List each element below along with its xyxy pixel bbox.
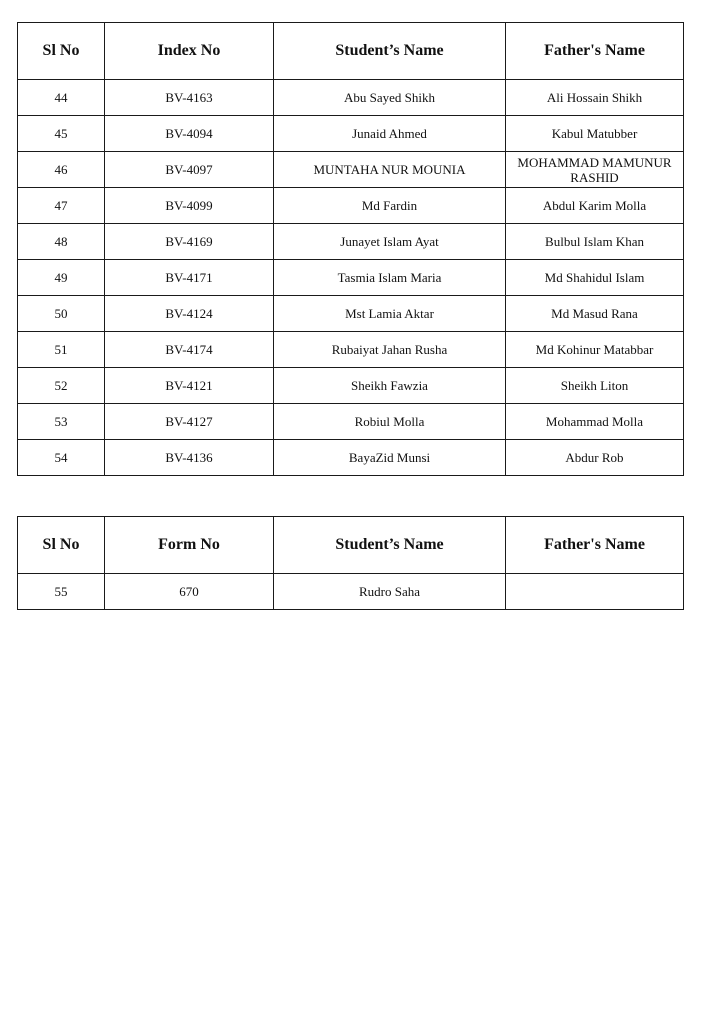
cell-father-name: Ali Hossain Shikh bbox=[506, 80, 684, 116]
table-row bbox=[18, 440, 684, 476]
table-row bbox=[18, 152, 684, 188]
cell-student-name: MUNTAHA NUR MOUNIA bbox=[274, 152, 506, 188]
cell-sl-no: 54 bbox=[18, 440, 105, 476]
cell-student-name: Rudro Saha bbox=[274, 574, 506, 610]
table-row bbox=[18, 404, 684, 440]
cell-sl-no: 47 bbox=[18, 188, 105, 224]
table-header-row bbox=[18, 517, 684, 574]
student-index-table bbox=[17, 22, 684, 476]
cell-father-name: Md Masud Rana bbox=[506, 296, 684, 332]
cell-father-name: Md Shahidul Islam bbox=[506, 260, 684, 296]
table-row bbox=[18, 260, 684, 296]
cell-student-name: Md Fardin bbox=[274, 188, 506, 224]
cell-student-name: Junaid Ahmed bbox=[274, 116, 506, 152]
table-row bbox=[18, 332, 684, 368]
header-index-no: Index No bbox=[105, 23, 274, 80]
table-row bbox=[18, 368, 684, 404]
cell-index-no: BV-4097 bbox=[105, 152, 274, 188]
cell-father-name: Abdul Karim Molla bbox=[506, 188, 684, 224]
cell-father-name: Kabul Matubber bbox=[506, 116, 684, 152]
header-sl-no: Sl No bbox=[18, 23, 105, 80]
cell-sl-no: 53 bbox=[18, 404, 105, 440]
cell-student-name: Sheikh Fawzia bbox=[274, 368, 506, 404]
cell-index-no: BV-4171 bbox=[105, 260, 274, 296]
header-student-name: Student’s Name bbox=[274, 517, 506, 574]
cell-index-no: BV-4169 bbox=[105, 224, 274, 260]
cell-father-name: Md Kohinur Matabbar bbox=[506, 332, 684, 368]
table-row bbox=[18, 296, 684, 332]
table-row bbox=[18, 574, 684, 610]
cell-student-name: Mst Lamia Aktar bbox=[274, 296, 506, 332]
cell-student-name: Junayet Islam Ayat bbox=[274, 224, 506, 260]
cell-sl-no: 46 bbox=[18, 152, 105, 188]
cell-sl-no: 51 bbox=[18, 332, 105, 368]
cell-father-name: Abdur Rob bbox=[506, 440, 684, 476]
header-father-name: Father's Name bbox=[506, 517, 684, 574]
cell-index-no: BV-4174 bbox=[105, 332, 274, 368]
cell-father-name: MOHAMMAD MAMUNUR RASHID bbox=[506, 152, 684, 188]
cell-sl-no: 49 bbox=[18, 260, 105, 296]
cell-sl-no: 52 bbox=[18, 368, 105, 404]
header-form-no: Form No bbox=[105, 517, 274, 574]
cell-father-name: Sheikh Liton bbox=[506, 368, 684, 404]
table-row bbox=[18, 80, 684, 116]
cell-student-name: Abu Sayed Shikh bbox=[274, 80, 506, 116]
cell-form-no: 670 bbox=[105, 574, 274, 610]
cell-student-name: Rubaiyat Jahan Rusha bbox=[274, 332, 506, 368]
cell-index-no: BV-4163 bbox=[105, 80, 274, 116]
header-student-name: Student’s Name bbox=[274, 23, 506, 80]
cell-index-no: BV-4099 bbox=[105, 188, 274, 224]
cell-sl-no: 44 bbox=[18, 80, 105, 116]
cell-sl-no: 50 bbox=[18, 296, 105, 332]
cell-father-name: Mohammad Molla bbox=[506, 404, 684, 440]
table-row bbox=[18, 116, 684, 152]
cell-student-name: BayaZid Munsi bbox=[274, 440, 506, 476]
cell-student-name: Robiul Molla bbox=[274, 404, 506, 440]
table-row bbox=[18, 188, 684, 224]
header-sl-no: Sl No bbox=[18, 517, 105, 574]
cell-sl-no: 45 bbox=[18, 116, 105, 152]
cell-sl-no: 48 bbox=[18, 224, 105, 260]
table-header-row bbox=[18, 23, 684, 80]
cell-sl-no: 55 bbox=[18, 574, 105, 610]
cell-index-no: BV-4124 bbox=[105, 296, 274, 332]
header-father-name: Father's Name bbox=[506, 23, 684, 80]
cell-index-no: BV-4127 bbox=[105, 404, 274, 440]
cell-index-no: BV-4121 bbox=[105, 368, 274, 404]
cell-father-name: Bulbul Islam Khan bbox=[506, 224, 684, 260]
cell-father-name bbox=[506, 574, 684, 610]
cell-index-no: BV-4094 bbox=[105, 116, 274, 152]
cell-index-no: BV-4136 bbox=[105, 440, 274, 476]
table-row bbox=[18, 224, 684, 260]
cell-student-name: Tasmia Islam Maria bbox=[274, 260, 506, 296]
student-form-table bbox=[17, 516, 684, 610]
